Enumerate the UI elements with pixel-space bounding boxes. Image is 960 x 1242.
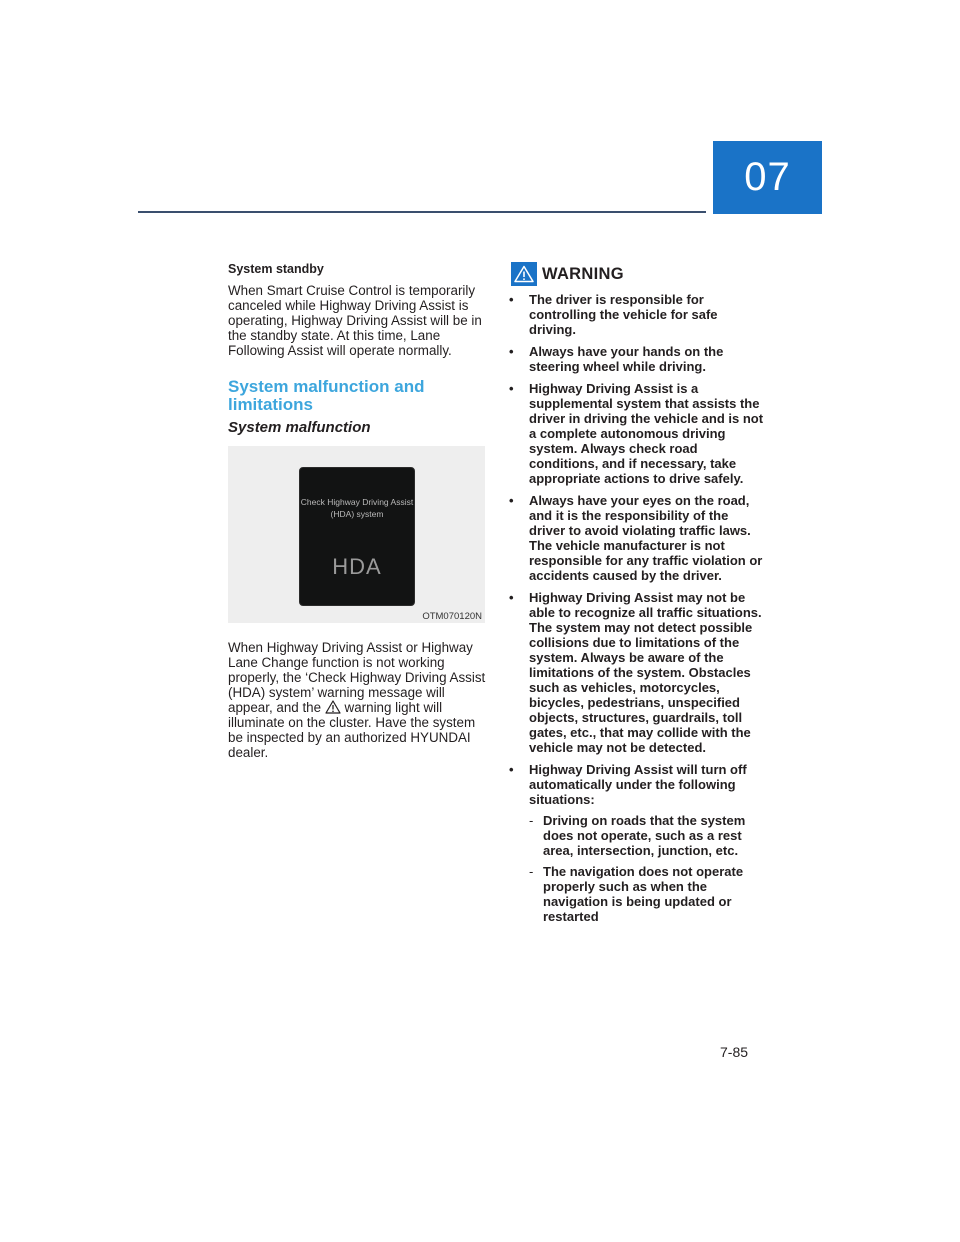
cluster-figure — [228, 446, 485, 623]
warning-icon — [511, 262, 537, 286]
warning-list — [511, 292, 766, 924]
page-number: 7-85 — [720, 1044, 749, 1060]
cluster-display — [299, 467, 415, 606]
warning-box — [511, 262, 766, 931]
list-item: • Always have your eyes on the road, and it is the responsibility of the driver to avoid violating traffic laws. The vehicle manufacturer is not responsible for any traffic violation or accidents caused by the driver. — [509, 493, 763, 583]
sub-list-item: - The navigation does not operate properly such as when the navigation is being updated or restarted — [529, 864, 744, 924]
warning-title: WARNING — [542, 264, 624, 283]
malfunction-text-a: When Highway Driving Assist or Highway Lane Change function is not working properly, the ‘Check Highway Driving Assist (HDA) system’ warning message will appear, and the — [228, 640, 486, 715]
list-item: • Highway Driving Assist is a supplemental system that assists the driver in driving the vehicle and is not a complete autonomous driving system. Always check road conditions, and if necessary, take appropriate actions to drive safely. — [509, 381, 764, 486]
list-item: • The driver is responsible for controlling the vehicle for safe driving. — [509, 292, 718, 337]
malfunction-text — [228, 640, 488, 760]
chapter-number: 07 — [744, 155, 791, 199]
left-column — [228, 262, 488, 760]
sub-list-item: - Driving on roads that the system does not operate, such as a rest area, intersection, junction, etc. — [529, 813, 746, 858]
cluster-message: Check Highway Driving Assist (HDA) system — [300, 497, 414, 519]
header-rule — [138, 211, 706, 213]
warning-header — [511, 262, 766, 286]
list-item: • Highway Driving Assist will turn off automatically under the following situations: - Driving on roads that the system does not operate, such as a rest area, intersection, junction, etc. - The navigation does not operate properly such as when the navigation is being updated or restarted — [511, 762, 766, 924]
malfunction-text-b: warning light will illuminate on the cluster. Have the system be inspected by an authorized HYUNDAI dealer. — [228, 700, 476, 760]
warning-triangle-icon — [325, 700, 341, 714]
standby-text: When Smart Cruise Control is temporarily canceled while Highway Driving Assist is operating, Highway Driving Assist will be in the standby state. At this time, Lane Following Assist will operate normally. — [228, 283, 482, 358]
list-item: • Always have your hands on the steering wheel while driving. — [509, 344, 724, 374]
chapter-tab — [713, 141, 822, 214]
cluster-hda-label: HDA — [332, 554, 382, 579]
section-title: System malfunction and limitations — [228, 377, 425, 414]
figure-code: OTM070120N — [422, 611, 482, 622]
warning-sub-list — [529, 813, 766, 924]
sub-title: System malfunction — [228, 419, 371, 436]
list-item: • Highway Driving Assist may not be able to recognize all traffic situations. The system may not detect possible collisions due to limitations of the system. Always be aware of the limitations of the system. Obstacles such as vehicles, motorcycles, bicycles, pedestrians, unspecified objects, structures, guardrails, toll gates, etc., that may collide with the vehicle may not be detected. — [509, 590, 762, 755]
standby-heading: System standby — [228, 262, 324, 276]
